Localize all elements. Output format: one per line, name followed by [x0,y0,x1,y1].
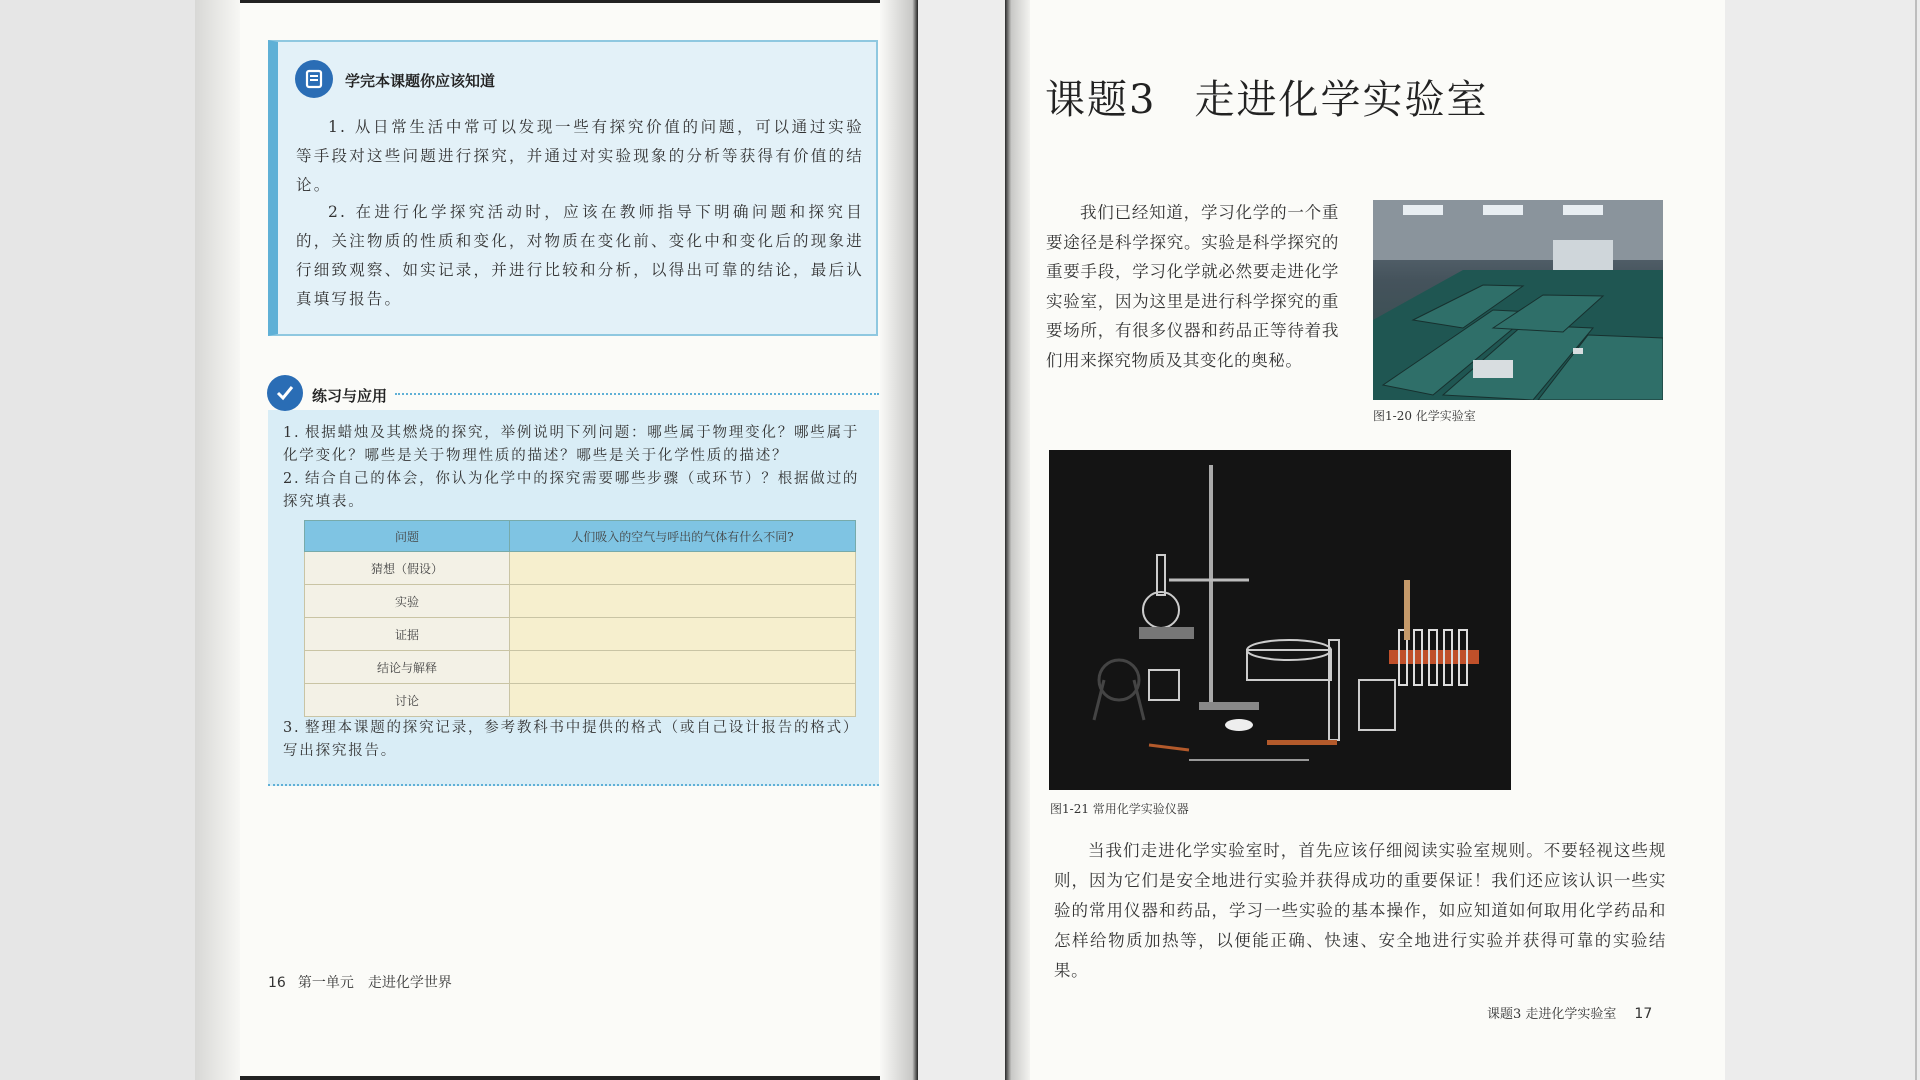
table-row-label: 讨论 [305,684,510,717]
question-text: 结合自己的体会，你认为化学中的探究需要哪些步骤（或环节）？根据做过的探究填表。 [283,471,860,510]
right-page-footer [1487,1003,1652,1022]
left-page-footer [268,972,452,992]
learn-point-1: 1. 从日常生活中常可以发现一些有探究价值的问题，可以通过实验等手段对这些问题进行探究，并通过对实验现象的分析等获得有价值的结论。 [296,118,864,194]
table-row [305,552,856,585]
table-cell-blank [510,618,856,651]
table-row [305,618,856,651]
left-page-spine-shadow [880,0,918,1080]
page-number: 16 [268,975,286,991]
table-header-cell: 人们吸入的空气与呼出的气体有什么不同? [510,521,856,552]
viewer-scrollbar-track[interactable] [1915,0,1917,1080]
question-number: 3. [283,720,301,736]
table-header-row [305,521,856,552]
exercise-divider [395,393,879,395]
intro-paragraph: 我们已经知道，学习化学的一个重要途径是科学探究。实验是科学探究的重要手段，学习化学就必然要走进化学实验室，因为这里是进行科学探究的重要场所，有很多仪器和药品正等待着我们用来探究物质及其变化的奥秘。 [1046,203,1339,370]
left-page-edge [195,0,240,1080]
page-number: 17 [1634,1006,1653,1022]
learn-summary-title: 学完本课题你应该知道 [345,72,496,90]
lab-apparatus-photo [1049,450,1511,790]
table-row-label: 结论与解释 [305,651,510,684]
chemistry-lab-photo [1373,200,1663,400]
table-row-label: 猜想（假设） [305,552,510,585]
footer-unit-title: 第一单元 走进化学世界 [297,975,452,991]
table-cell-blank [510,684,856,717]
exercise-question-3 [283,717,873,763]
table-row [305,684,856,717]
learn-point-2: 2. 在进行化学探究活动时，应该在教师指导下明确问题和探究目的，关注物质的性质和变化，对物质在变化前、变化中和变化后的现象进行细致观察、如实记录，并进行比较和分析，以得出可靠的结论，最后认真填写报告。 [296,203,864,308]
lesson-title [1045,68,1488,125]
table-cell-blank [510,585,856,618]
lesson-name: 走进化学实验室 [1194,77,1489,123]
table-row [305,651,856,684]
exercise-question-2 [283,468,873,514]
figure-caption-lab: 图1-20 化学实验室 [1373,409,1476,423]
table-cell-blank [510,651,856,684]
inquiry-table [304,520,856,717]
table-row [305,585,856,618]
question-number: 2. [283,471,301,487]
scan-top-edge [240,0,910,3]
question-text: 根据蜡烛及其燃烧的探究，举例说明下列问题：哪些属于物理变化？哪些属于化学变化？哪些是关于物理性质的描述？哪些是关于化学性质的描述？ [283,425,860,464]
table-cell-blank [510,552,856,585]
table-row-label: 证据 [305,618,510,651]
question-text: 整理本课题的探究记录，参考教科书中提供的格式（或自己设计报告的格式）写出探究报告。 [283,720,860,759]
footer-lesson-title: 课题3 走进化学实验室 [1487,1007,1617,1022]
question-number: 1. [283,425,301,441]
body-paragraph: 当我们走进化学实验室时，首先应该仔细阅读实验室规则。不要轻视这些规则，因为它们是安全地进行实验并获得成功的重要保证！我们还应该认识一些实验的常用仪器和药品，学习一些实验的基本操作，如应知道如何取用化学药品和怎样给物质加热等，以便能正确、快速、安全地进行实验并获得可靠的实验结果。 [1054,841,1666,980]
page-gutter [905,0,1005,1080]
viewer-right-margin [1725,0,1920,1080]
right-page-spine-shadow [1005,0,1030,1080]
exercise-question-1 [283,422,873,468]
lesson-number: 课题3 [1045,77,1157,123]
table-header-cell: 问题 [305,521,510,552]
book-icon [295,60,333,98]
scan-bottom-edge [240,1076,910,1080]
exercise-title: 练习与应用 [312,387,388,405]
figure-caption-apparatus: 图1-21 常用化学实验仪器 [1050,802,1189,816]
table-row-label: 实验 [305,585,510,618]
checkmark-icon [267,375,303,411]
